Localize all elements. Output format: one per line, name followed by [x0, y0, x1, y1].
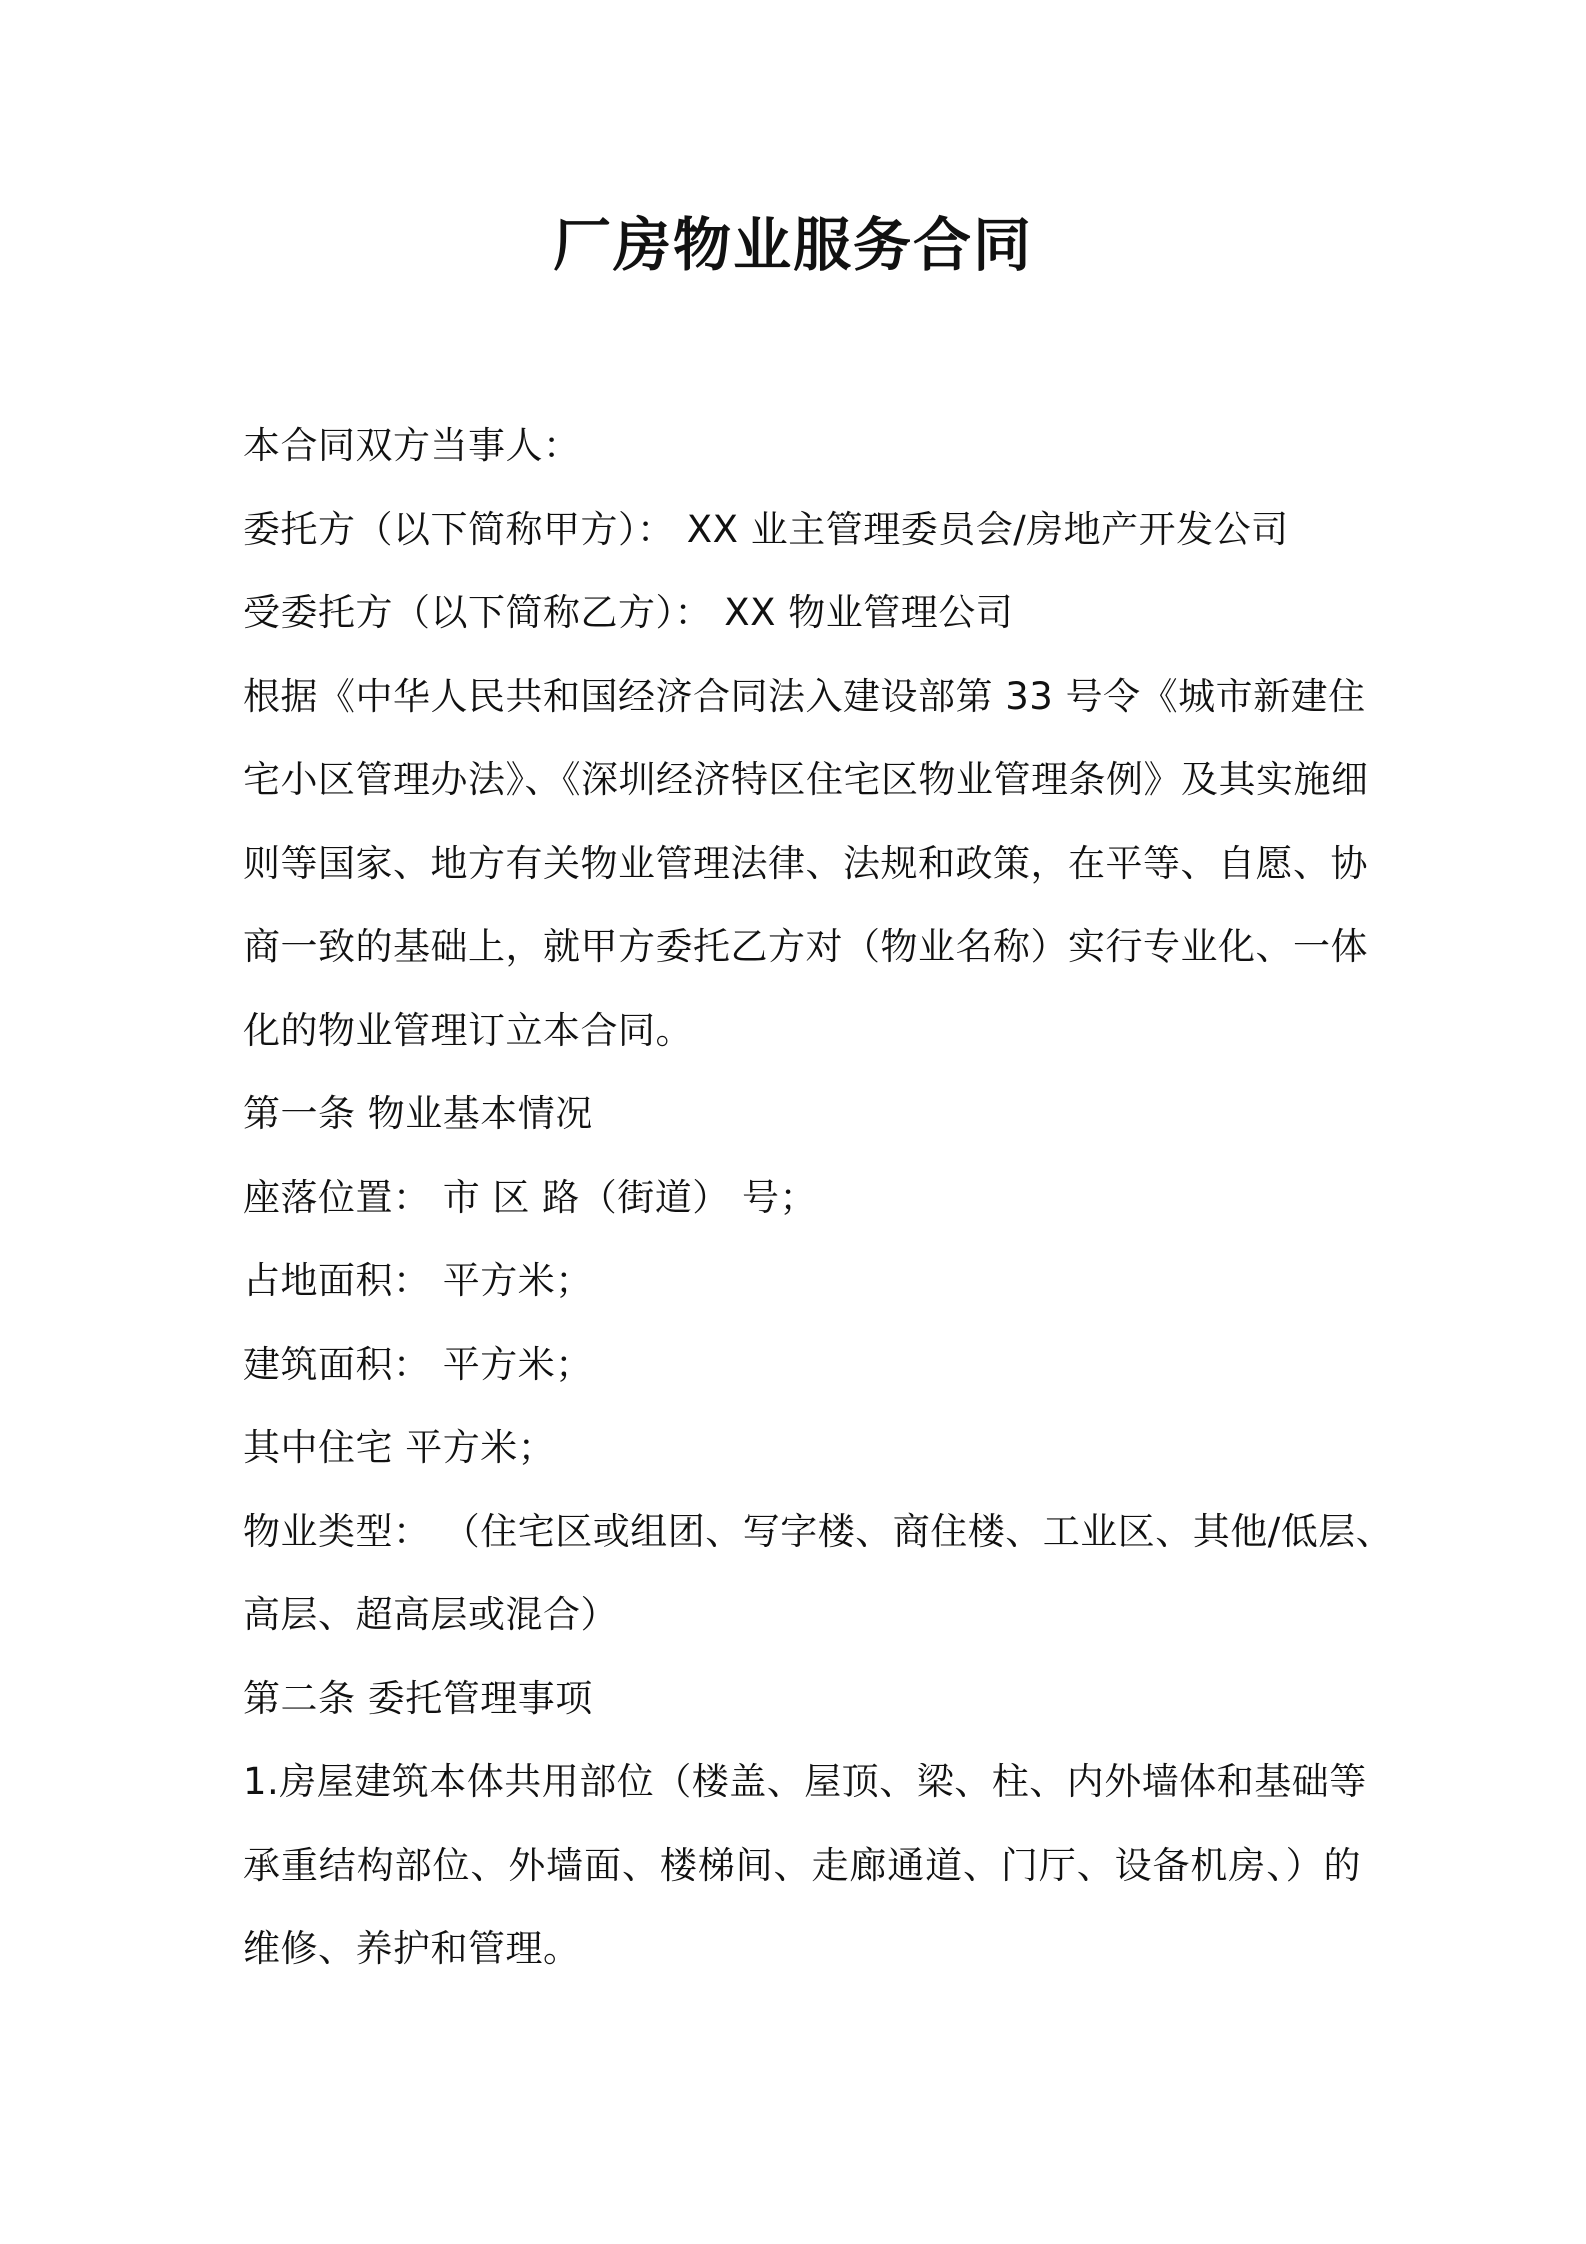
preamble-line: 根据《中华人民共和国经济合同法入建设部第 33 号令《城市新建住	[243, 674, 1366, 718]
parties-heading: 本合同双方当事人：	[243, 424, 581, 467]
party-b-line: 受委托方（以下简称乙方）： XX 物业管理公司	[243, 591, 1014, 634]
property-type-line: 高层、超高层或混合）	[243, 1593, 618, 1636]
clause-1-line: 维修、养护和管理。	[243, 1927, 581, 1970]
building-area-line: 建筑面积： 平方米；	[243, 1342, 593, 1386]
preamble-line: 则等国家、地方有关物业管理法律、法规和政策，在平等、自愿、协	[243, 841, 1368, 885]
preamble-line: 商一致的基础上，就甲方委托乙方对（物业名称）实行专业化、一体	[243, 925, 1368, 968]
preamble-line: 化的物业管理订立本合同。	[243, 1008, 693, 1052]
clause-1-line: 承重结构部位、外墙面、楼梯间、走廊通道、门厅、设备机房、）的	[243, 1843, 1361, 1887]
clause-1-line: 1.房屋建筑本体共用部位（楼盖、屋顶、梁、柱、内外墙体和基础等	[243, 1760, 1367, 1803]
property-type-line: 物业类型： （住宅区或组团、写字楼、商住楼、工业区、其他/低层、	[243, 1509, 1394, 1553]
land-area-line: 占地面积： 平方米；	[243, 1259, 593, 1302]
party-a-line: 委托方（以下简称甲方）： XX 业主管理委员会/房地产开发公司	[243, 507, 1289, 551]
residential-area-line: 其中住宅 平方米；	[243, 1426, 556, 1469]
preamble-line: 宅小区管理办法》、《深圳经济特区住宅区物业管理条例》及其实施细	[243, 758, 1369, 801]
article-1-heading: 第一条 物业基本情况	[243, 1092, 593, 1135]
location-line: 座落位置： 市 区 路（街道） 号；	[243, 1175, 818, 1219]
article-2-heading: 第二条 委托管理事项	[243, 1676, 593, 1720]
document-body	[243, 404, 1394, 1991]
document-title: 厂房物业服务合同	[552, 211, 1033, 279]
